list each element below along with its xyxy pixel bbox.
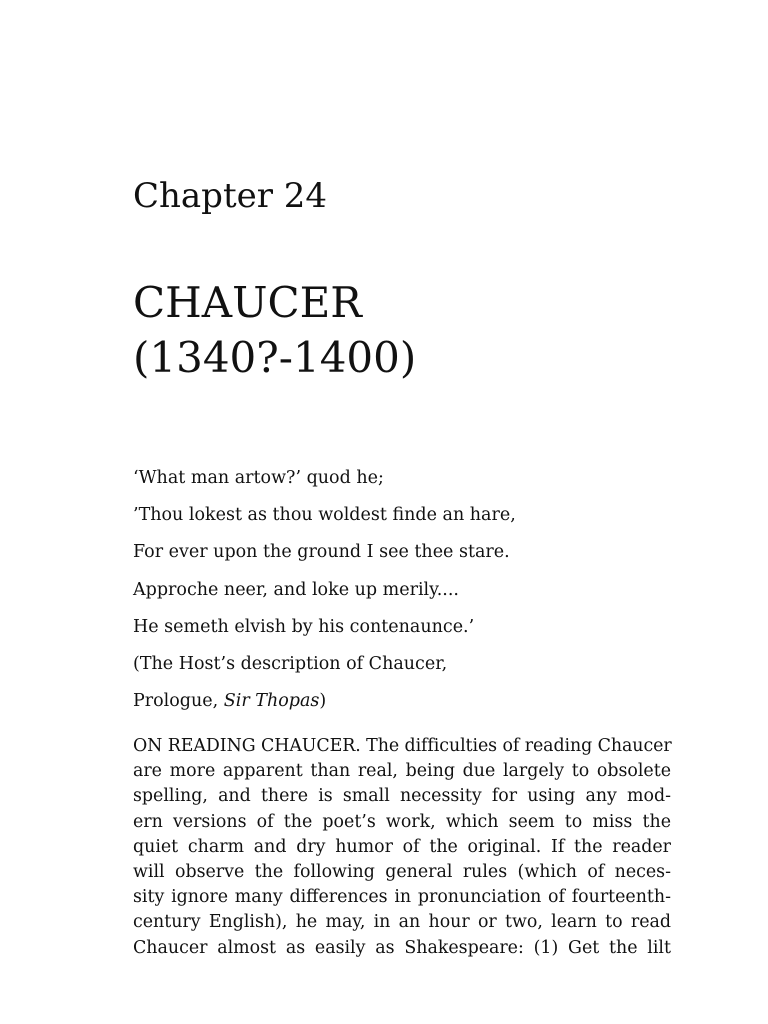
body-paragraph	[133, 734, 671, 961]
epigraph-line: ’Thou lokest as thou woldest finde an hare,	[133, 505, 516, 526]
epigraph-source-suffix: )	[319, 691, 327, 712]
epigraph-source	[133, 689, 671, 713]
chapter-title-dates: (1340?-1400)	[133, 333, 417, 382]
epigraph-line: Approche neer, and loke up merily....	[133, 579, 459, 600]
body-line: will observe the following general rules (which of neces-	[133, 861, 671, 882]
epigraph-line: (The Host’s description of Chaucer,	[133, 653, 448, 674]
body-line: are more apparent than real, being due largely to obsolete	[133, 761, 671, 782]
body-line: ON READING CHAUCER. The difficulties of reading Chaucer	[133, 736, 672, 756]
epigraph-line: For ever upon the ground I see thee stare.	[133, 542, 510, 563]
chapter-title	[133, 275, 416, 385]
chapter-title-name: CHAUCER	[133, 278, 362, 327]
epigraph-source-title: Sir Thopas	[223, 691, 320, 712]
body-line: Chaucer almost as easily as Shakespeare: (1) Get the lilt	[133, 937, 671, 958]
epigraph-line: ‘What man artow?’ quod he;	[133, 468, 384, 488]
body-line: sity ignore many differences in pronunciation of fourteenth-	[133, 887, 671, 908]
body-line: ern versions of the poet’s work, which seem to miss the	[133, 811, 671, 832]
epigraph	[133, 466, 671, 713]
epigraph-line: He semeth elvish by his contenaunce.’	[133, 616, 475, 637]
body-line: century English), he may, in an hour or two, learn to read	[133, 912, 671, 933]
page	[133, 0, 671, 1024]
body-line: spelling, and there is small necessity for using any mod-	[133, 786, 671, 807]
chapter-label: Chapter 24	[133, 176, 328, 216]
epigraph-source-prefix: Prologue,	[133, 691, 224, 712]
body-line: quiet charm and dry humor of the original. If the reader	[133, 836, 671, 857]
